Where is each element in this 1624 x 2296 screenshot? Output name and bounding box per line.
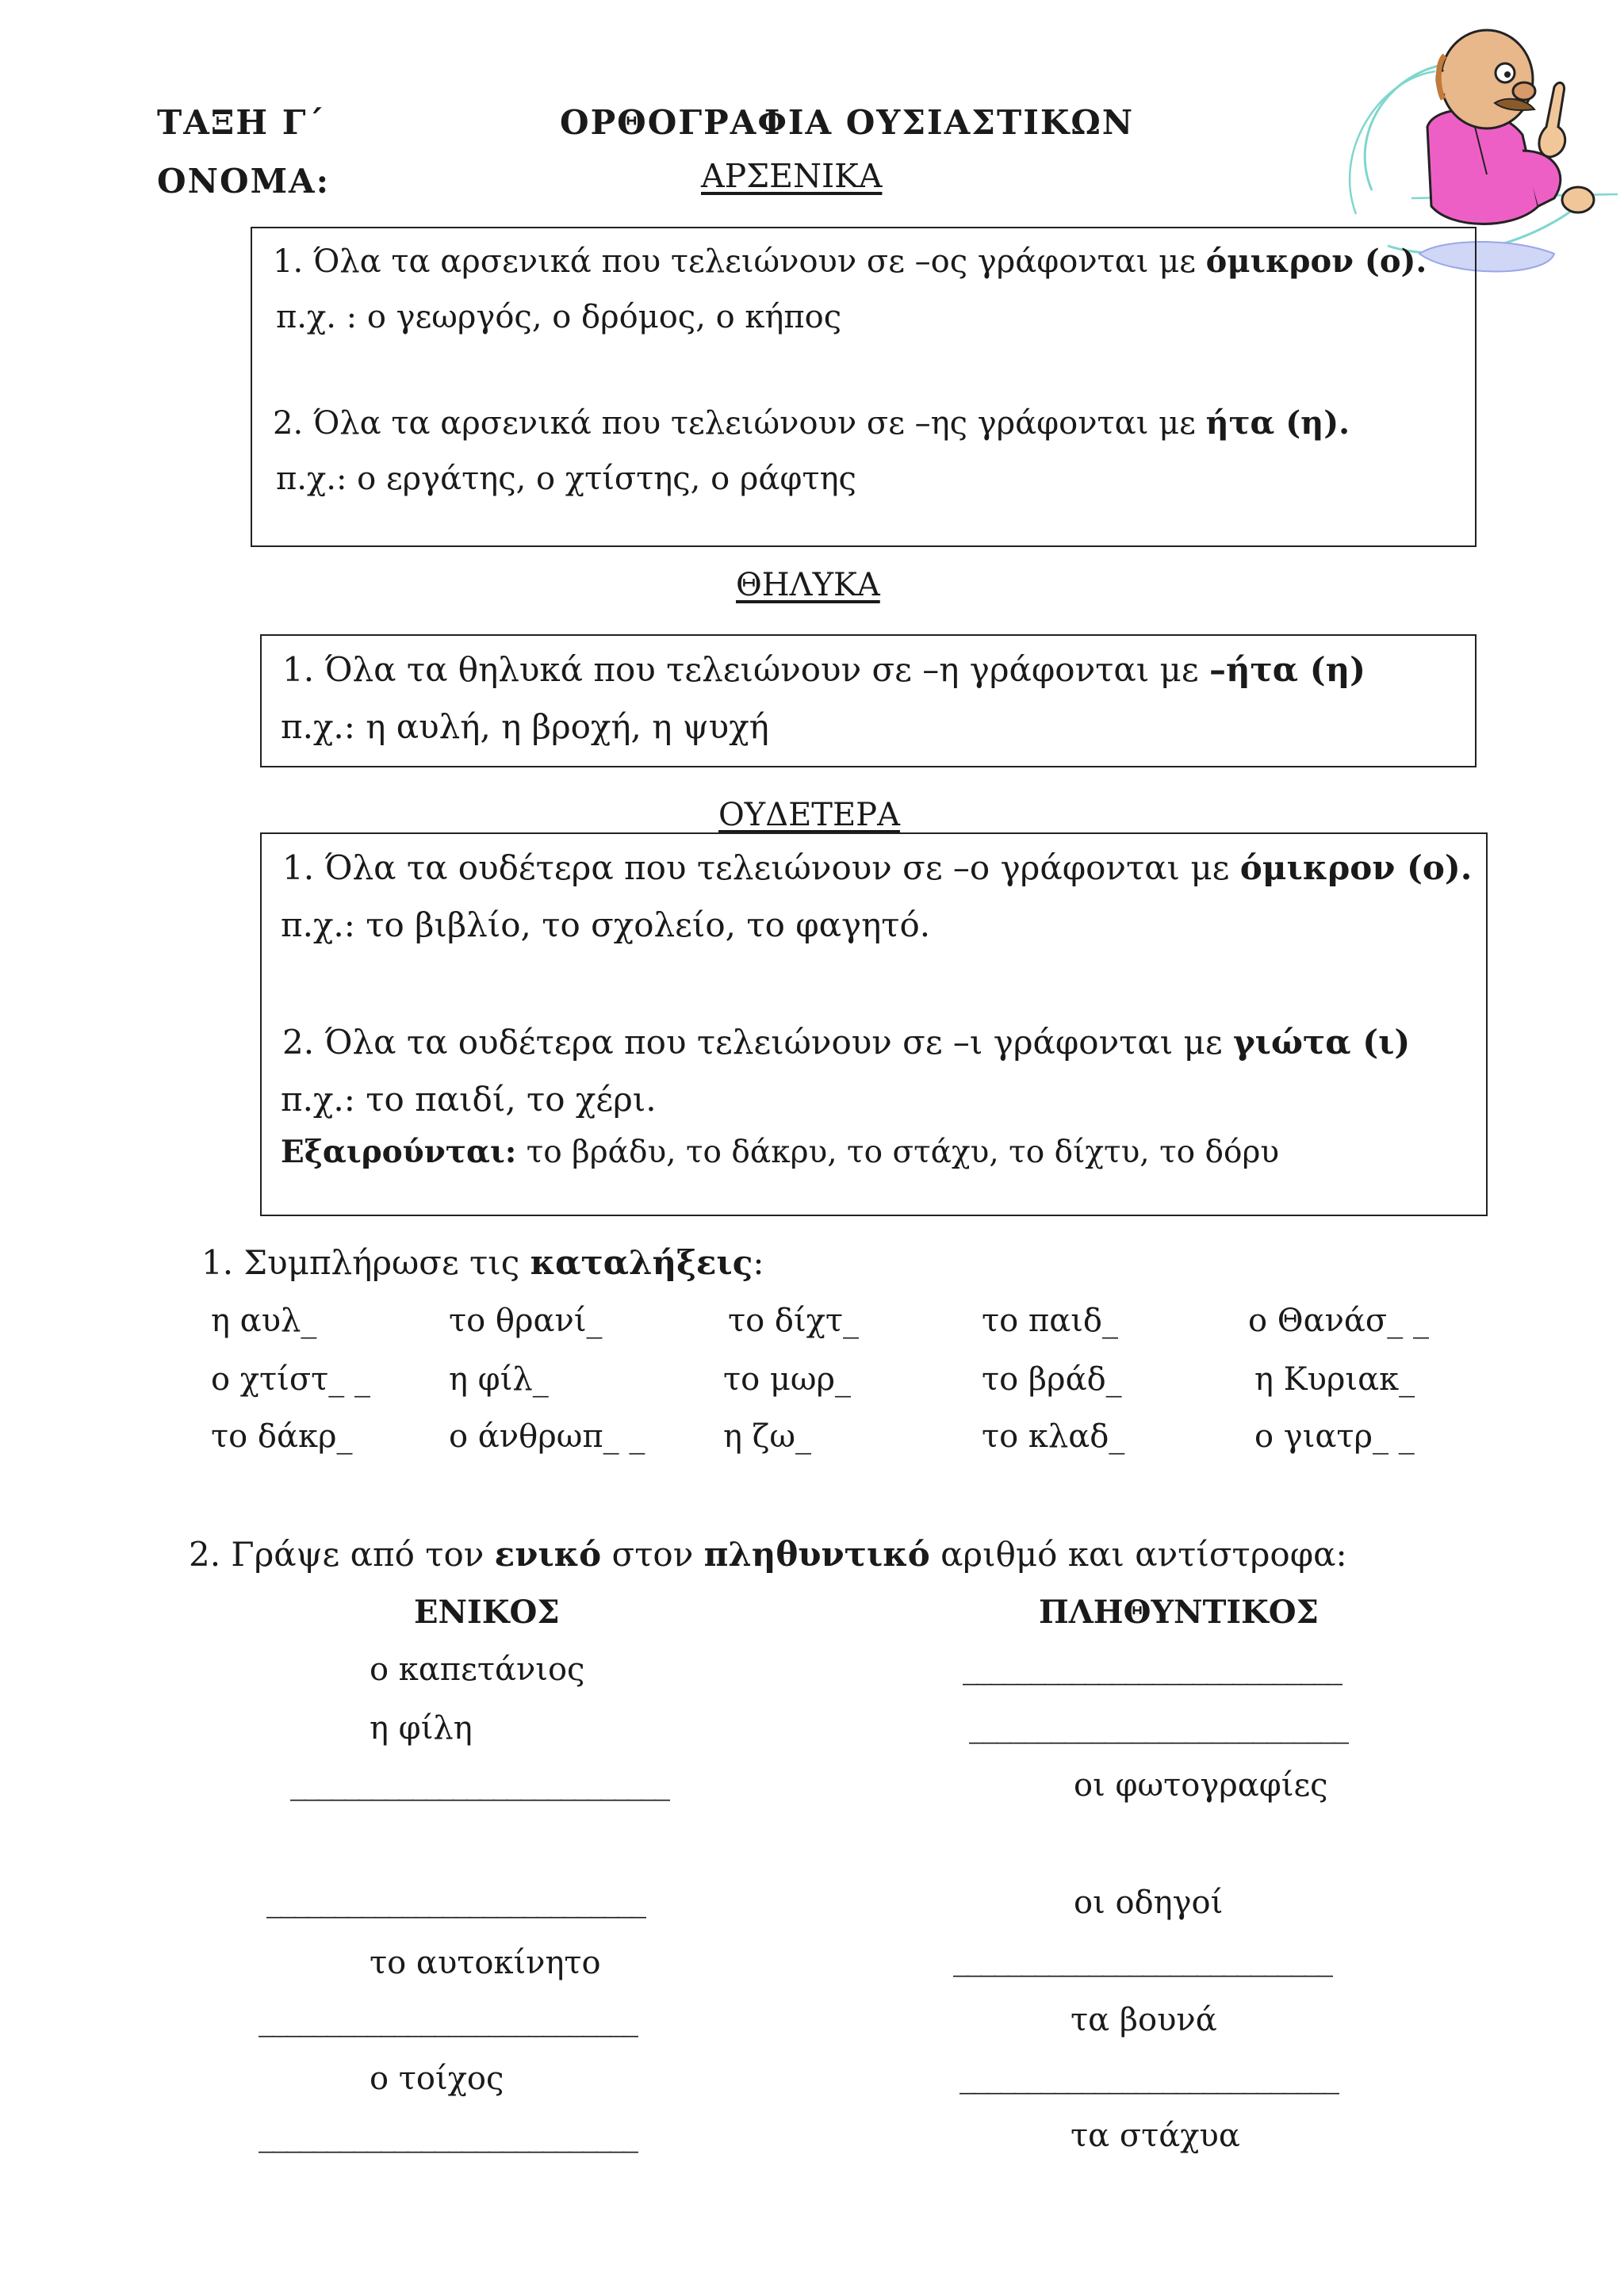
endings-cell[interactable]: το δάκρ_ [211, 1418, 353, 1455]
neuter-rules-box [260, 832, 1488, 1216]
masculine-rule-1: 1. Όλα τα αρσενικά που τελειώνουν σε –ος γράφονται με όμικρον (ο). [273, 243, 1427, 280]
plural-word: οι φωτογραφίες [1074, 1767, 1328, 1804]
neuter-rule-2: 2. Όλα τα ουδέτερα που τελειώνουν σε –ι γράφονται με γιώτα (ι) [282, 1023, 1411, 1062]
endings-cell[interactable]: το βράδ_ [982, 1361, 1122, 1398]
plural-word: τα στάχυα [1071, 2118, 1240, 2154]
plural-word: οι οδηγοί [1074, 1885, 1224, 1921]
neuter-rule-1: 1. Όλα τα ουδέτερα που τελειώνουν σε –ο γράφονται με όμικρον (ο). [282, 848, 1473, 887]
endings-cell[interactable]: η φίλ_ [449, 1361, 549, 1398]
class-label: ΤΑΞΗ Γ΄ [157, 103, 326, 142]
endings-cell[interactable]: η Κυριακ_ [1254, 1361, 1415, 1398]
masculine-heading: ΑΡΣΕΝΙΚΑ [701, 157, 883, 195]
answer-blank[interactable]: ____________________________ [259, 2001, 636, 2038]
neuter-heading: ΟΥΔΕΤΕΡΑ [718, 797, 900, 833]
feminine-heading: ΘΗΛΥΚΑ [736, 567, 880, 603]
endings-cell[interactable]: το μωρ_ [723, 1361, 852, 1398]
masculine-rules-box [251, 227, 1477, 547]
neuter-exceptions: Εξαιρούνται: το βράδυ, το δάκρυ, το στάχυ, το δίχτυ, το δόρυ [281, 1134, 1280, 1170]
masculine-rule-1-example: π.χ. : ο γεωργός, ο δρόμος, ο κήπος [276, 299, 842, 335]
answer-blank[interactable]: ____________________________ [969, 1708, 1346, 1744]
neuter-rule-1-example: π.χ.: το βιβλίο, το σχολείο, το φαγητό. [281, 905, 931, 944]
neuter-rule-2-example: π.χ.: το παιδί, το χέρι. [281, 1080, 657, 1119]
feminine-rule-1: 1. Όλα τα θηλυκά που τελειώνουν σε –η γράφονται με –ήτα (η) [282, 650, 1365, 689]
endings-cell[interactable]: ο άνθρωπ_ _ [449, 1418, 645, 1455]
endings-cell[interactable]: ο Θανάσ_ _ [1248, 1303, 1429, 1339]
answer-blank[interactable]: ____________________________ [963, 1649, 1340, 1686]
answer-blank[interactable]: ____________________________ [953, 1941, 1331, 1977]
endings-cell[interactable]: το δίχτ_ [728, 1303, 860, 1339]
answer-blank[interactable]: ____________________________ [266, 1882, 644, 1919]
masculine-rule-2-example: π.χ.: ο εργάτης, ο χτίστης, ο ράφτης [276, 461, 856, 497]
masculine-rule-2: 2. Όλα τα αρσενικά που τελειώνουν σε –ης γράφονται με ήτα (η). [273, 404, 1350, 442]
endings-cell[interactable]: ο γιατρ_ _ [1254, 1418, 1415, 1455]
endings-cell[interactable]: το παιδ_ [982, 1303, 1118, 1339]
feminine-rule-1-example: π.χ.: η αυλή, η βροχή, η ψυχή [281, 707, 769, 746]
plural-word: τα βουνά [1071, 2002, 1217, 2038]
singular-word: η φίλη [370, 1710, 473, 1747]
page-title: ΟΡΘΟΓΡΑΦΙΑ ΟΥΣΙΑΣΤΙΚΩΝ [560, 103, 1135, 142]
endings-cell[interactable]: το θρανί_ [449, 1303, 603, 1339]
singular-word: το αυτοκίνητο [370, 1945, 601, 1981]
exercise-2-prompt: 2. Γράψε από τον ενικό στον πληθυντικό αριθμό και αντίστροφα: [189, 1535, 1347, 1574]
answer-blank[interactable]: ____________________________ [959, 2058, 1337, 2095]
exercise-1-prompt: 1. Συμπλήρωσε τις καταλήξεις: [201, 1243, 764, 1282]
answer-blank[interactable]: ____________________________ [290, 1765, 668, 1801]
singular-word: ο καπετάνιος [370, 1651, 585, 1688]
answer-blank[interactable]: ____________________________ [259, 2117, 636, 2153]
endings-cell[interactable]: η ζω_ [723, 1418, 811, 1455]
name-label: ΟΝΟΜΑ: [157, 162, 331, 201]
feminine-rules-box [260, 634, 1477, 767]
endings-cell[interactable]: η αυλ_ [211, 1303, 317, 1339]
plural-header: ΠΛΗΘΥΝΤΙΚΟΣ [1039, 1594, 1319, 1631]
endings-cell[interactable]: το κλαδ_ [982, 1418, 1125, 1455]
singular-header: ΕΝΙΚΟΣ [414, 1594, 560, 1631]
endings-cell[interactable]: ο χτίστ_ _ [211, 1361, 370, 1398]
singular-word: ο τοίχος [370, 2061, 504, 2097]
